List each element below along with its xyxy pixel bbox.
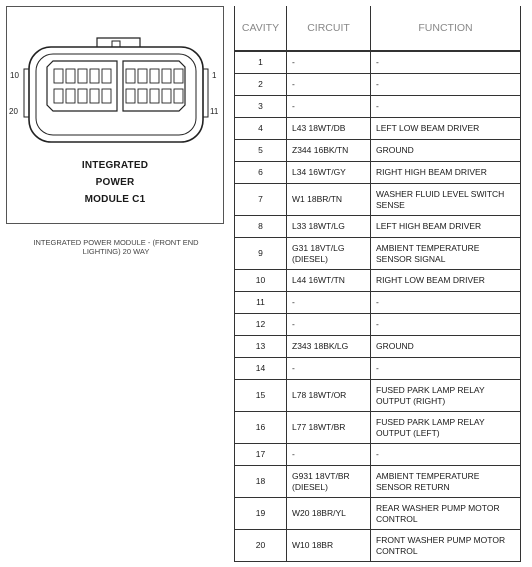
table-row [235, 216, 521, 238]
circuit-cell: Z344 16BK/TN [287, 140, 371, 162]
pin-label-bottom-left: 20 [9, 107, 18, 116]
circuit-cell: - [287, 358, 371, 380]
connector-cavity [162, 69, 171, 83]
table-row [235, 314, 521, 336]
table-header-row [235, 6, 521, 51]
function-cell: AMBIENT TEMPERATURE SENSOR RETURN [371, 466, 521, 498]
table-row [235, 238, 521, 270]
circuit-cell: L34 16WT/GY [287, 162, 371, 184]
function-cell: AMBIENT TEMPERATURE SENSOR SIGNAL [371, 238, 521, 270]
table-row [235, 466, 521, 498]
table-row [235, 51, 521, 74]
connector-panel [6, 6, 224, 224]
connector-caption: INTEGRATED POWER MODULE - (FRONT END LIGHTING) 20 WAY [33, 238, 199, 256]
circuit-cell: W20 18BR/YL [287, 498, 371, 530]
cavity-cell: 1 [235, 51, 287, 74]
table-row [235, 498, 521, 530]
module-title-line-2: POWER [95, 177, 135, 188]
function-cell: REAR WASHER PUMP MOTOR CONTROL [371, 498, 521, 530]
header-cavity: CAVITY [235, 6, 287, 51]
function-cell: LEFT HIGH BEAM DRIVER [371, 216, 521, 238]
connector-cavity [174, 69, 183, 83]
table-row [235, 140, 521, 162]
cavity-cell: 2 [235, 74, 287, 96]
cavity-cell: 18 [235, 466, 287, 498]
table-row [235, 96, 521, 118]
connector-cavity [174, 89, 183, 103]
connector-cavity [126, 69, 135, 83]
circuit-cell: W1 18BR/TN [287, 184, 371, 216]
circuit-cell: - [287, 74, 371, 96]
connector-cavity [78, 89, 87, 103]
function-cell: RIGHT LOW BEAM DRIVER [371, 270, 521, 292]
function-cell: LEFT LOW BEAM DRIVER [371, 118, 521, 140]
function-cell: GROUND [371, 336, 521, 358]
module-title-line-1: INTEGRATED [81, 160, 149, 171]
cavity-cell: 7 [235, 184, 287, 216]
cavity-cell: 20 [235, 530, 287, 562]
circuit-cell: - [287, 292, 371, 314]
connector-cavity [138, 69, 147, 83]
function-cell: FUSED PARK LAMP RELAY OUTPUT (RIGHT) [371, 380, 521, 412]
connector-cavity [90, 69, 99, 83]
table-row [235, 292, 521, 314]
cavity-cell: 19 [235, 498, 287, 530]
circuit-cell: L43 18WT/DB [287, 118, 371, 140]
circuit-cell: Z343 18BK/LG [287, 336, 371, 358]
cavity-cell: 8 [235, 216, 287, 238]
cavity-cell: 12 [235, 314, 287, 336]
function-cell: - [371, 74, 521, 96]
module-title-line-3: MODULE C1 [84, 194, 146, 205]
connector-cavity [54, 69, 63, 83]
module-title [7, 157, 223, 208]
connector-cavity [162, 89, 171, 103]
cavity-cell: 5 [235, 140, 287, 162]
cavity-cell: 6 [235, 162, 287, 184]
connector-cavity [66, 69, 75, 83]
circuit-cell: L44 16WT/TN [287, 270, 371, 292]
cavity-cell: 15 [235, 380, 287, 412]
header-function: FUNCTION [371, 6, 521, 51]
connector-cavity [66, 89, 75, 103]
function-cell: - [371, 292, 521, 314]
function-cell: RIGHT HIGH BEAM DRIVER [371, 162, 521, 184]
table-row [235, 270, 521, 292]
connector-cavity [78, 69, 87, 83]
circuit-cell: - [287, 314, 371, 336]
table-row [235, 162, 521, 184]
function-cell: - [371, 444, 521, 466]
circuit-cell: G31 18VT/LG (DIESEL) [287, 238, 371, 270]
cavity-cell: 13 [235, 336, 287, 358]
connector-cavity [54, 89, 63, 103]
function-cell: WASHER FLUID LEVEL SWITCH SENSE [371, 184, 521, 216]
cavity-cell: 16 [235, 412, 287, 444]
table-row [235, 380, 521, 412]
connector-cavity [138, 89, 147, 103]
cavity-cell: 11 [235, 292, 287, 314]
cavity-cell: 14 [235, 358, 287, 380]
pin-label-top-left: 10 [10, 71, 19, 80]
table-row [235, 184, 521, 216]
function-cell: - [371, 96, 521, 118]
cavity-cell: 17 [235, 444, 287, 466]
circuit-cell: - [287, 51, 371, 74]
circuit-cell: L77 18WT/BR [287, 412, 371, 444]
function-cell: FUSED PARK LAMP RELAY OUTPUT (LEFT) [371, 412, 521, 444]
pin-label-bottom-right: 11 [210, 107, 219, 116]
function-cell: FRONT WASHER PUMP MOTOR CONTROL [371, 530, 521, 562]
cavity-cell: 10 [235, 270, 287, 292]
pin-label-top-right: 1 [212, 71, 217, 80]
cavity-cell: 3 [235, 96, 287, 118]
circuit-cell: - [287, 96, 371, 118]
table-row [235, 336, 521, 358]
connector-cavity [102, 89, 111, 103]
table-row [235, 530, 521, 562]
pinout-table [234, 6, 521, 562]
table-row [235, 444, 521, 466]
circuit-cell: W10 18BR [287, 530, 371, 562]
connector-cavity [102, 69, 111, 83]
connector-cavity [150, 89, 159, 103]
function-cell: - [371, 358, 521, 380]
function-cell: - [371, 51, 521, 74]
circuit-cell: L33 18WT/LG [287, 216, 371, 238]
table-row [235, 74, 521, 96]
circuit-cell: G931 18VT/BR (DIESEL) [287, 466, 371, 498]
table-row [235, 118, 521, 140]
function-cell: GROUND [371, 140, 521, 162]
function-cell: - [371, 314, 521, 336]
cavity-cell: 4 [235, 118, 287, 140]
cavity-cell: 9 [235, 238, 287, 270]
connector-cavity [126, 89, 135, 103]
connector-cavity [90, 89, 99, 103]
circuit-cell: - [287, 444, 371, 466]
connector-cavity [150, 69, 159, 83]
circuit-cell: L78 18WT/OR [287, 380, 371, 412]
header-circuit: CIRCUIT [287, 6, 371, 51]
table-row [235, 412, 521, 444]
table-row [235, 358, 521, 380]
